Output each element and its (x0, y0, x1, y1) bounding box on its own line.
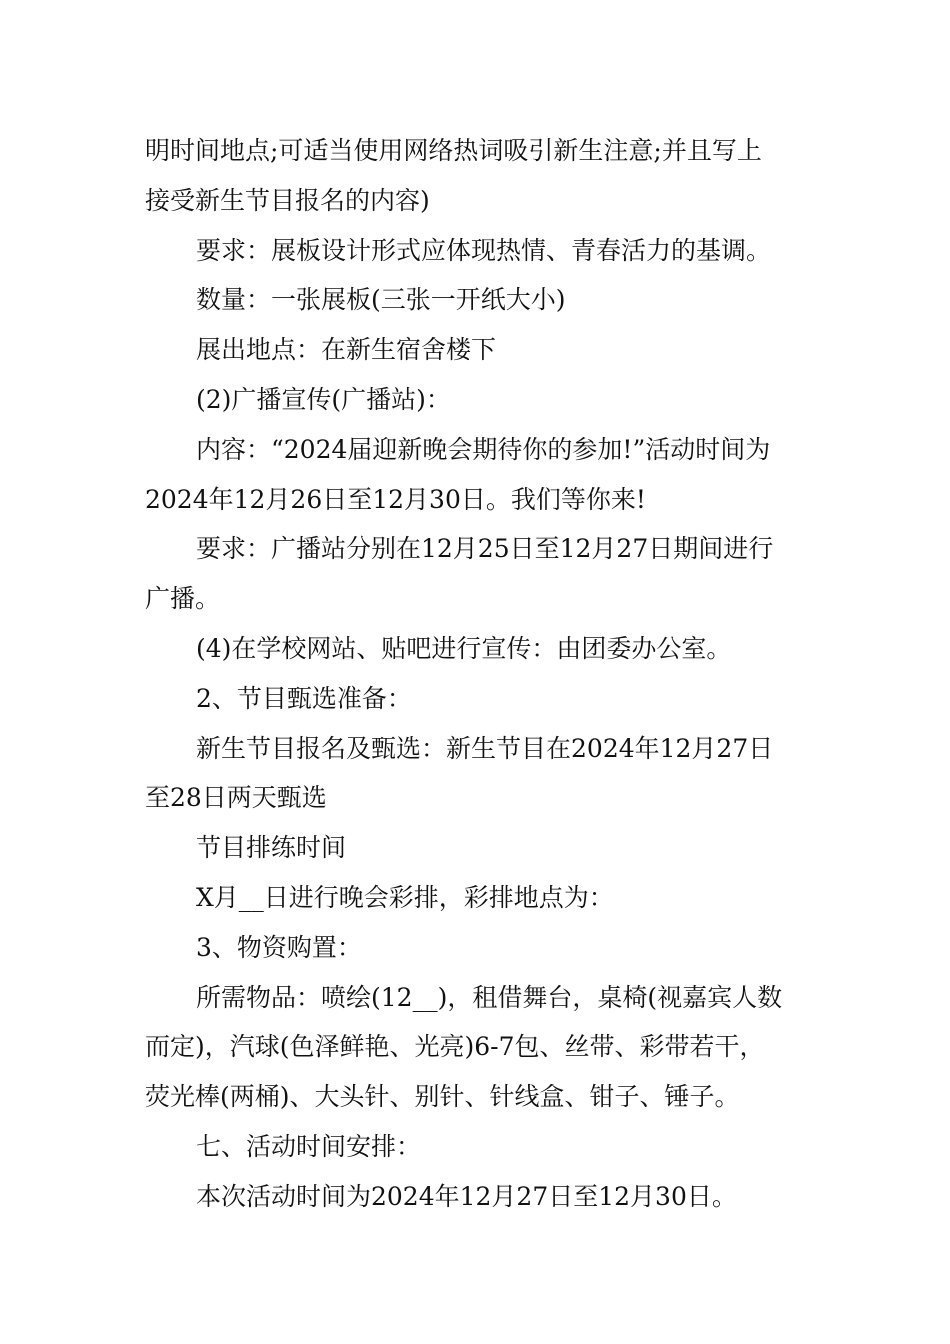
document-line: 所需物品：喷绘(12__)，租借舞台，桌椅(视嘉宾人数 (196, 982, 783, 1012)
document-line: 2024年12月26日至12月30日。我们等你来! (145, 484, 646, 514)
document-line: 明时间地点;可适当使用网络热词吸引新生注意;并且写上 (145, 136, 762, 165)
document-line: 七、活动时间安排： (196, 1131, 422, 1161)
document-body (145, 126, 815, 1222)
document-line: 要求：展板设计形式应体现热情、青春活力的基调。 (196, 235, 772, 265)
document-line: 数量：一张展板(三张一开纸大小) (196, 285, 566, 315)
document-line: (4)在学校网站、贴吧进行宣传：由团委办公室。 (196, 633, 732, 663)
document-line: 本次活动时间为2024年12月27日至12月30日。 (196, 1181, 737, 1211)
document-line: 广播。 (145, 584, 221, 614)
document-line: (2)广播宣传(广播站)： (196, 384, 451, 414)
document-line: 新生节目报名及甄选：新生节目在2024年12月27日 (196, 733, 774, 763)
document-line: 展出地点：在新生宿舍楼下 (196, 335, 497, 365)
document-line: 至28日两天甄选 (145, 783, 327, 813)
document-line: 3、物资购置： (196, 932, 362, 962)
document-line: 节目排练时间 (196, 833, 347, 863)
document-line: 2、节目甄选准备： (196, 683, 412, 713)
document-line: 而定)，汽球(色泽鲜艳、光亮)6-7包、丝带、彩带若干， (145, 1032, 765, 1062)
document-line: 内容：“2024届迎新晚会期待你的参加!”活动时间为 (196, 434, 771, 464)
document-line: 要求：广播站分别在12月25日至12月27日期间进行 (196, 534, 774, 564)
document-line: X月__日进行晚会彩排，彩排地点为： (196, 882, 614, 912)
document-line: 接受新生节目报名的内容) (145, 185, 430, 215)
document-line: 荧光棒(两桶)、大头针、别针、针线盒、钳子、锤子。 (145, 1082, 740, 1112)
